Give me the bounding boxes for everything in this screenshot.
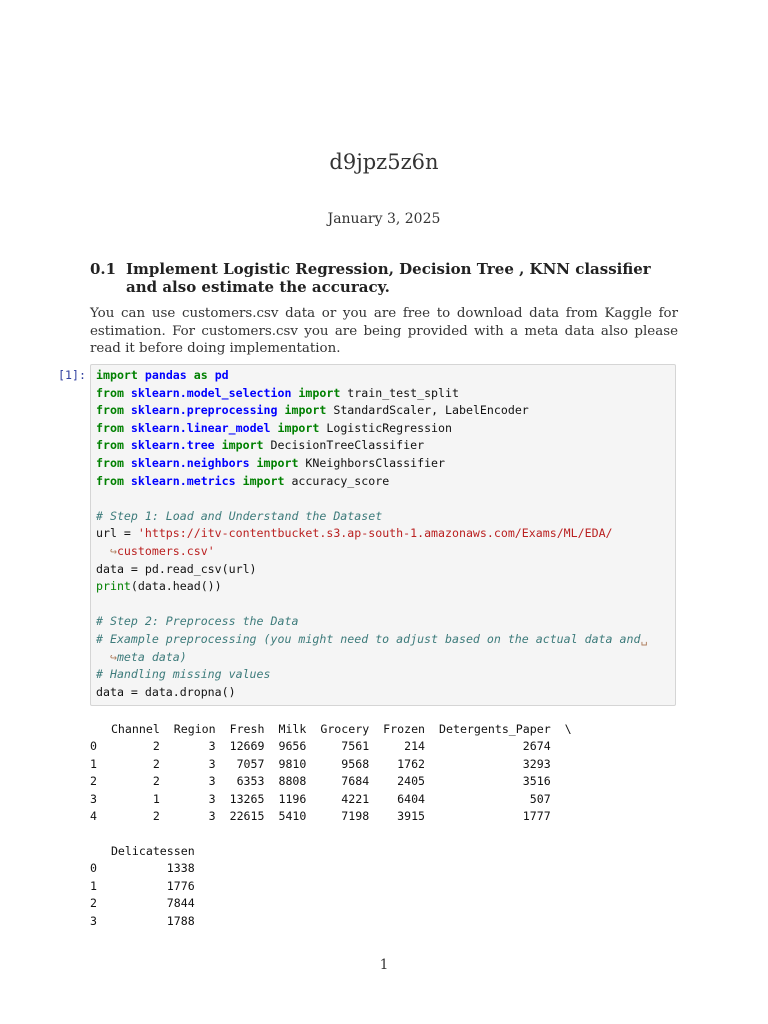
code-line [96, 474, 389, 488]
intro-paragraph: You can use customers.csv data or you are free to download data from Kaggle for estimation. For customers.csv you are being provided with a meta data also please read it before doing implementation. [90, 306, 678, 356]
code-line [96, 579, 222, 593]
output-row: 3 1788 [90, 913, 195, 928]
code-token: from [96, 473, 131, 488]
code-block[interactable] [96, 367, 647, 701]
output-table-header: Delicatessen [90, 844, 195, 858]
code-token: accuracy_score [291, 473, 390, 488]
code-token: DecisionTreeClassifier [270, 438, 425, 453]
section-heading [90, 260, 680, 296]
code-token: import [235, 473, 292, 488]
output-row: 4 2 3 22615 5410 7198 3915 1777 [90, 809, 551, 824]
code-token: from [96, 438, 131, 453]
code-token: # Handling missing values [96, 667, 271, 682]
code-token: # Step 1: Load and Understand the Dataset [96, 508, 383, 523]
code-line [96, 562, 257, 576]
code-token: sklearn.model_selection [130, 385, 292, 400]
code-line [96, 456, 445, 470]
code-token: data = data.dropna() [96, 684, 236, 699]
code-line [96, 368, 229, 382]
code-line [96, 403, 529, 417]
output-table-continued [90, 843, 195, 930]
code-token: 'https://itv-contentbucket.s3.ap-south-1.amazonaws.com/Exams/ML/EDA/ [137, 526, 613, 541]
output-row: 2 7844 [90, 896, 195, 911]
output-row: 1 2 3 7057 9810 9568 1762 3293 [90, 756, 551, 771]
code-token: import [291, 385, 348, 400]
code-token: sklearn.tree [130, 438, 215, 453]
code-line [96, 509, 382, 523]
input-prompt: [1]: [58, 368, 86, 382]
code-line [96, 526, 613, 540]
page-number: 1 [379, 957, 389, 973]
code-token: print [96, 579, 131, 594]
code-token: from [96, 403, 131, 418]
code-token: sklearn.neighbors [130, 455, 250, 470]
code-line [96, 421, 452, 435]
code-token: sklearn.preprocessing [130, 403, 278, 418]
code-token: sklearn.linear_model [130, 420, 271, 435]
code-line [96, 685, 236, 699]
code-token: import [96, 368, 145, 382]
code-line [96, 632, 647, 646]
output-row: 1 1776 [90, 878, 195, 893]
code-line [96, 386, 459, 400]
code-token: import [277, 403, 334, 418]
code-token: sklearn.metrics [130, 473, 236, 488]
code-token: # Example preprocessing (you might need to adjust based on the actual data and [96, 631, 641, 646]
section-title: Implement Logistic Regression, Decision Tree , KNN classifier and also estimate the accuracy. [126, 260, 651, 296]
code-token: ↪ [96, 649, 117, 664]
output-row: 0 2 3 12669 9656 7561 214 2674 [90, 739, 551, 754]
code-token: from [96, 455, 131, 470]
code-token: customers.csv' [116, 543, 215, 558]
code-token: ␣ [640, 631, 648, 646]
code-token: meta data) [116, 649, 187, 664]
code-token: KNeighborsClassifier [305, 455, 446, 470]
output-row: 0 1338 [90, 861, 195, 876]
section-number: 0.1 [90, 260, 117, 278]
code-token: pandas [144, 368, 187, 382]
document-title: d9jpz5z6n [329, 150, 439, 174]
code-line [96, 667, 271, 681]
code-line [96, 438, 424, 452]
code-token: # Step 2: Preprocess the Data [96, 614, 299, 629]
code-token: import [249, 455, 306, 470]
output-table-main [90, 721, 572, 825]
code-token: pd [214, 368, 229, 382]
code-cell[interactable] [90, 364, 676, 706]
code-token: from [96, 385, 131, 400]
code-line [96, 544, 215, 558]
code-token: import [270, 420, 327, 435]
code-token: from [96, 420, 131, 435]
output-row: 2 2 3 6353 8808 7684 2405 3516 [90, 774, 551, 789]
code-token: train_test_split [347, 385, 459, 400]
code-token: LogisticRegression [326, 420, 452, 435]
code-line [96, 614, 298, 628]
code-token: ↪ [96, 543, 117, 558]
output-row: 3 1 3 13265 1196 4221 6404 507 [90, 791, 551, 806]
code-token: url = [96, 526, 138, 541]
code-token: (data.head()) [130, 579, 222, 594]
code-token: data = pd.read_csv(url) [96, 561, 257, 576]
document-date: January 3, 2025 [327, 211, 441, 227]
code-token: as [186, 368, 215, 382]
code-line [96, 650, 187, 664]
output-table-header: Channel Region Fresh Milk Grocery Frozen Detergents_Paper \ [90, 722, 572, 736]
code-token: StandardScaler, LabelEncoder [333, 403, 529, 418]
code-token: import [214, 438, 271, 453]
